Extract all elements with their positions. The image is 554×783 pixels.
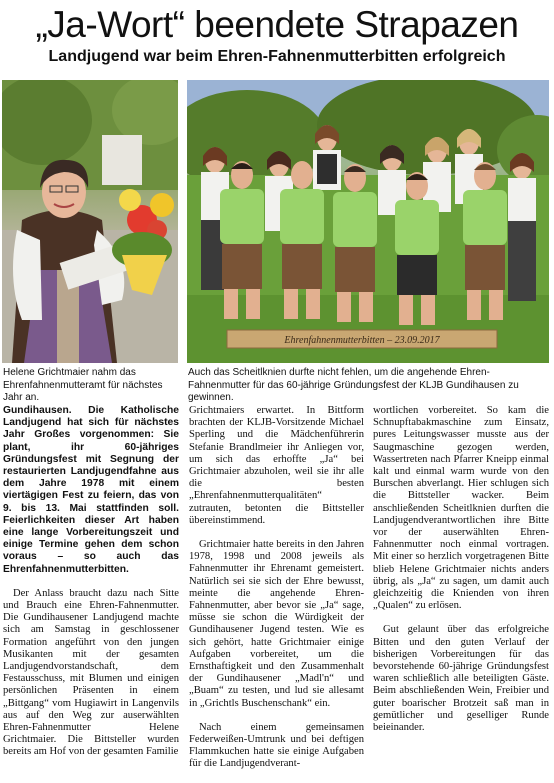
article-paragraph: wortlichen vorbereitet. So kam die Schnupftabakmaschine zum Einsatz, pures Leitungswasser musste aus der Saugmaschine gezogen werden, Wassertreten nach Pfarrer Kneipp einmal kalt und einmal warm wurde von den Burschen abverlangt. Hier schlugen sich die Bittsteller wacker. Beim anschließenden Scheitlknien durften die Landjugendverantwortlichen ihre Bitte vor der auserwählten Ehren-Fahnenmutter noch einmal vortragen. Mit einer so herzlich vorgetragenen Bitte blieb Helene Grichtmaier nichts anders übrig, als „Ja“ zu sagen, um damit auch gleichzeitig die Knienden von ihren „Qualen“ zu erlösen. [373, 405, 549, 612]
article-lead: Gundihausen. Die Katholische Landjugend hat sich für nächstes Jahr Großes vorgenommen: Sie plant, ihr 60-jähriges Gründungsfest mit Segnung der restaurierten Landjugendfahne aus dem Jahre 1978 mit einem viertägigen Fest zu feiern, das von 9. bis 13. Mai stattfinden soll. Feierlichkeiten dieser Art haben eine lange Vorbereitungszeit und einige Termine gehen dem schon voraus – so auch das Ehrenfahnenmutterbitten. [3, 405, 179, 575]
caption-photo2: Auch das Scheitlknien durfte nicht fehlen, um die angehende Ehren-Fahnenmutter für das 60-jährige Gründungsfest der KLJB Gundihausen zu gewinnen. [188, 367, 519, 403]
article-paragraph: Grichtmaiers erwartet. In Bittform brachten der KLJB-Vorsitzende Michael Sperling und die Mädchenführerin Stefanie Brandlmeier ihr Anliegen vor, um sich das erhoffte „Ja“ bei Grichtmaier abzuholen, weil sie ihr alle die besten „Ehrenfahnenmutterqualitäten“ zutrauten, betonten die Bittsteller übereinstimmend. [189, 405, 364, 526]
article-paragraph: Nach einem gemeinsamen Federweißen-Umtrunk und bei deftigen Flammkuchen hatte sie einige Aufgaben für die Landjugendverant- [189, 721, 364, 770]
article-paragraph: Der Anlass braucht dazu nach Sitte und Brauch eine Ehren-Fahnenmutter. Die Gundihausener Landjugend machte sich am Samstag in geschlossener Formation angeführt von den jungen Musikanten mit der gesamten Landjugendvorstandschaft, dem Festausschuss, mit Blumen und einigen persönlichen Präsenten in einem „Bittgang“ vom Hugiawirt in Langenvils aus auf den Weg zur auserwählten Ehren-Fahnenmutter Helene Grichtmaier. Die Bittsteller wurden bereits am Hof von der gesamten Familie [3, 587, 179, 758]
article-column-3 [373, 405, 549, 746]
photo-fahnenmutter [2, 80, 178, 363]
subheadline: Landjugend war beim Ehren-Fahnenmutterbitten erfolgreich [48, 48, 506, 65]
caption-photo1: Helene Grichtmaier nahm das Ehrenfahnenmutteramt für nächstes Jahr an. [3, 367, 163, 403]
article-paragraph: Gut gelaunt über das erfolgreiche Bitten und den guten Verlauf der bisherigen Vorbereitungen für das bevorstehende 60-jährige Gründungsfest waren schließlich alle beteiligten Gäste. Beim abschließenden Wein, Freibier und guter boarischer Brotzeit saß man in gemütlicher und geselliger Runde beieinander. [373, 624, 549, 734]
board-text: Ehrenfahnenmutterbitten – 23.09.2017 [284, 335, 440, 346]
article-column-1 [3, 405, 179, 771]
article-column-2 [189, 405, 364, 783]
article-paragraph: Grichtmaier hatte bereits in den Jahren 1978, 1998 und 2008 jeweils als Fahnenmutter ihr Ehrenamt gemeistert. Natürlich sei sie sich der Ehre bewusst, meinte die angehende Ehren-Fahnenmutter, aber bevor sie „Ja“ sage, müsse sie schon die Würdigkeit der Gundihausener Jugend testen. Wie es sich gehört, hatte Grichtmaier einige Aufgaben vorbereitet, um die Ernsthaftigkeit und den Zusammenhalt der Gundihausener „Madl'n“ und „Buam“ zu testen, und lud sie allesamt in „Grichtls Buschenschank“ ein. [189, 539, 364, 709]
headline: „Ja-Wort“ beendete Strapazen [35, 4, 519, 45]
photo-group [187, 80, 549, 363]
